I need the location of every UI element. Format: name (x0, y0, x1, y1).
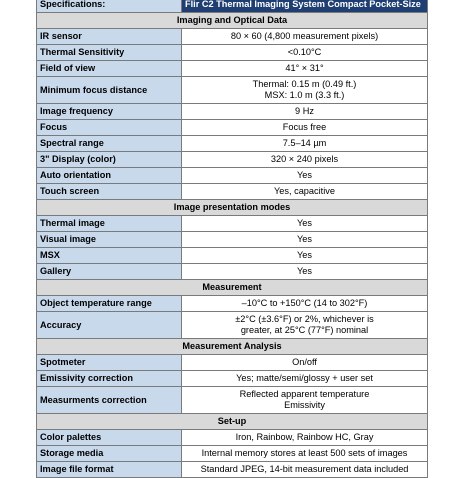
spec-row-color-palettes (37, 430, 428, 446)
spec-value (182, 232, 428, 248)
spec-label: Focus (37, 120, 182, 136)
spec-value (182, 104, 428, 120)
spec-value (182, 430, 428, 446)
spec-row-image-frequency (37, 104, 428, 120)
section-title: Measurement Analysis (37, 339, 428, 355)
spec-value-line: 320 × 240 pixels (270, 154, 339, 164)
spec-value (182, 355, 428, 371)
spec-value-line: Yes; matte/semi/glossy + user set (236, 373, 373, 383)
spec-value-line: Yes (297, 234, 312, 244)
spec-row-focus (37, 120, 428, 136)
spec-value-line: On/off (292, 357, 317, 367)
product-title: Flir C2 Thermal Imaging System Compact Pocket-Size (182, 0, 428, 13)
spec-label: Minimum focus distance (37, 77, 182, 104)
spec-label: Emissivity correction (37, 371, 182, 387)
spec-label: Storage media (37, 446, 182, 462)
spec-row-ir-sensor (37, 29, 428, 45)
spec-value-line: MSX: 1.0 m (3.3 ft.) (264, 90, 345, 100)
spec-value-line: Yes (297, 170, 312, 180)
spec-value (182, 77, 428, 104)
spec-label: Spectral range (37, 136, 182, 152)
spec-label: 3" Display (color) (37, 152, 182, 168)
spec-value (182, 446, 428, 462)
spec-value (182, 264, 428, 280)
spec-label: Gallery (37, 264, 182, 280)
spec-value (182, 61, 428, 77)
spec-value (182, 312, 428, 339)
spec-row-3-display-color (37, 152, 428, 168)
spec-row-auto-orientation (37, 168, 428, 184)
spec-value (182, 168, 428, 184)
spec-value (182, 216, 428, 232)
spec-value (182, 371, 428, 387)
spec-label: MSX (37, 248, 182, 264)
section-header-set-up (37, 414, 428, 430)
spec-row-field-of-view (37, 61, 428, 77)
spec-row-spectral-range (37, 136, 428, 152)
section-title: Imaging and Optical Data (37, 13, 428, 29)
section-header-image-presentation-modes (37, 200, 428, 216)
spec-row-touch-screen (37, 184, 428, 200)
spec-label: Image file format (37, 462, 182, 478)
spec-label: IR sensor (37, 29, 182, 45)
specifications-label: Specifications: (37, 0, 182, 13)
spec-value-line: –10°C to +150°C (14 to 302°F) (241, 298, 368, 308)
section-header-measurement (37, 280, 428, 296)
spec-value-line: <0.10°C (287, 47, 322, 57)
spec-value-line: ±2°C (±3.6°F) or 2%, whichever is (235, 314, 374, 324)
spec-row-gallery (37, 264, 428, 280)
spec-row-thermal-sensitivity (37, 45, 428, 61)
spec-value-line: 41° × 31° (285, 63, 324, 73)
spec-value-line: 80 × 60 (4,800 measurement pixels) (230, 31, 379, 41)
spec-value (182, 136, 428, 152)
spec-row-spotmeter (37, 355, 428, 371)
spec-value (182, 462, 428, 478)
spec-value-line: Reflected apparent temperature (239, 389, 370, 399)
spec-label: Field of view (37, 61, 182, 77)
spec-row-thermal-image (37, 216, 428, 232)
spec-label: Object temperature range (37, 296, 182, 312)
spec-label: Color palettes (37, 430, 182, 446)
spec-label: Touch screen (37, 184, 182, 200)
spec-value-line: greater, at 25°C (77°F) nominal (240, 325, 369, 335)
spec-label: Measurments correction (37, 387, 182, 414)
spec-value-line: Iron, Rainbow, Rainbow HC, Gray (235, 432, 374, 442)
spec-value-line: Emissivity (284, 400, 325, 410)
spec-value (182, 184, 428, 200)
spec-value-line: Focus free (282, 122, 327, 132)
spec-value (182, 45, 428, 61)
spec-value (182, 152, 428, 168)
spec-value-line: Yes (297, 250, 312, 260)
specifications-table (36, 0, 428, 478)
spec-label: Thermal Sensitivity (37, 45, 182, 61)
spec-row-accuracy (37, 312, 428, 339)
section-title: Image presentation modes (37, 200, 428, 216)
spec-value-line: Yes, capacitive (274, 186, 335, 196)
spec-value-line: Yes (297, 218, 312, 228)
spec-label: Accuracy (37, 312, 182, 339)
section-header-imaging-and-optical-data (37, 13, 428, 29)
spec-value (182, 120, 428, 136)
spec-row-emissivity-correction (37, 371, 428, 387)
spec-row-storage-media (37, 446, 428, 462)
spec-value-line: Internal memory stores at least 500 sets of images (201, 448, 408, 458)
section-title: Set-up (37, 414, 428, 430)
spec-row-visual-image (37, 232, 428, 248)
section-header-measurement-analysis (37, 339, 428, 355)
spec-value-line: 9 Hz (295, 106, 314, 116)
spec-value-line: Thermal: 0.15 m (0.49 ft.) (252, 79, 357, 89)
spec-row-image-file-format (37, 462, 428, 478)
spec-value (182, 248, 428, 264)
spec-label: Image frequency (37, 104, 182, 120)
spec-row-minimum-focus-distance (37, 77, 428, 104)
spec-label: Auto orientation (37, 168, 182, 184)
spec-label: Visual image (37, 232, 182, 248)
header-row (37, 0, 428, 13)
spec-value-line: Yes (297, 266, 312, 276)
spec-row-msx (37, 248, 428, 264)
section-title: Measurement (37, 280, 428, 296)
spec-label: Thermal image (37, 216, 182, 232)
spec-value-line: 7.5–14 µm (282, 138, 327, 148)
spec-sheet (36, 0, 428, 478)
spec-row-object-temperature-range (37, 296, 428, 312)
spec-value (182, 29, 428, 45)
spec-label: Spotmeter (37, 355, 182, 371)
spec-row-measurments-correction (37, 387, 428, 414)
spec-value-line: Standard JPEG, 14-bit measurement data included (200, 464, 409, 474)
spec-value (182, 387, 428, 414)
spec-value (182, 296, 428, 312)
